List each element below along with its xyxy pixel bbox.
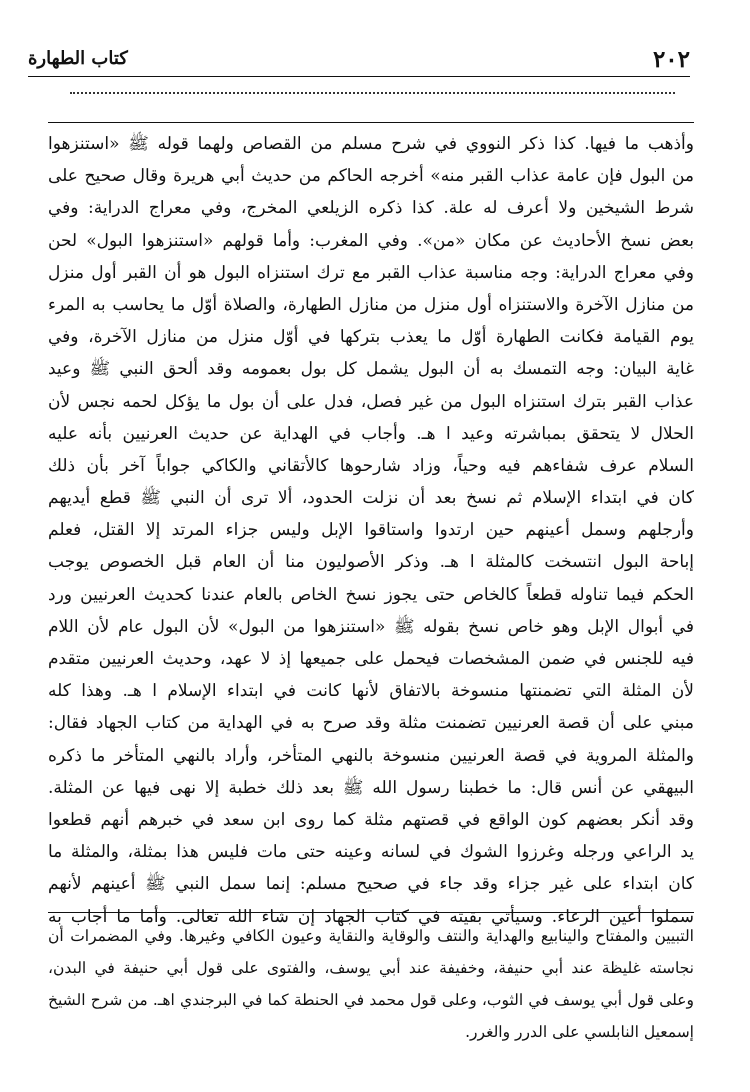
text-line: يد الراعي ورجله وغرزوا الشوك في لسانه وعينه حتى مات فليس هذا بمثلة، والمثلة ما bbox=[48, 842, 694, 863]
body-top-rule bbox=[48, 122, 694, 123]
text-line: فيه للجنس في ضمن المشخصات فيحمل على جميعها إذ لا عهد، وحديث العرنيين متقدم bbox=[48, 649, 694, 669]
footnote-line: نجاسته غليظة عند أبي حنيفة، وخفيفة عند أبي يوسف، والفتوى على قول أبي حنيفة في البدن، bbox=[48, 959, 694, 977]
text-line: يوم القيامة فكانت الطهارة أوّل ما يعذب بتركها في أوّل منزل من منازل الآخرة، وفي bbox=[48, 327, 694, 348]
text-line: وأذهب ما فيها. كذا ذكر النووي في شرح مسلم من القصاص ولهما قوله ﷺ «استنزهوا bbox=[48, 134, 694, 154]
text-line: والمثلة المروية في قصة العرنيين منسوخة بالنهي المتأخر، وأراد بالنهي المتأخر ما ذكره bbox=[48, 745, 694, 766]
footnotes bbox=[48, 920, 694, 1048]
page-header bbox=[28, 40, 690, 76]
header-rule bbox=[28, 76, 690, 77]
text-line: وفي معراج الدراية: وجه مناسبة عذاب القبر مع ترك استنزاه البول هو أن القبر أول منزل bbox=[48, 262, 694, 283]
text-line: كان ابتداء على غير جزاء وقد جاء في صحيح مسلم: إنما سمل النبي ﷺ أعينهم لأنهم bbox=[48, 874, 694, 895]
main-text bbox=[48, 128, 694, 933]
text-line: سملوا أعين الرعاء. وسيأتي بقيته في كتاب الجهاد إن شاء الله تعالى. وأما ما أجاب به bbox=[48, 906, 694, 927]
book-title: كتاب الطهارة bbox=[28, 48, 128, 69]
text-line: لأن المثلة التي تضمنتها منسوخة بالاتفاق لأنها كانت في ابتداء الإسلام ا هـ. وهذا كله bbox=[48, 681, 694, 702]
footnote-rule bbox=[48, 912, 694, 913]
text-line: وأرجلهم وسمل أعينهم حين ارتدوا واستاقوا الإبل وليس جزاء المرتد إلا القتل، فعلم bbox=[48, 520, 694, 541]
footnote-line: التبيين والمفتاح والينابيع والهداية والنتف والوقاية والنقاية وعيون الكافي وغيرها. وفي المضمرات أن bbox=[48, 927, 694, 945]
dotted-separator bbox=[70, 92, 675, 94]
text-line: في أبوال الإبل وهو خاص نسخ بقوله ﷺ «استنزهوا من البول» لأن البول عام لأن اللام bbox=[48, 616, 694, 637]
text-line: البيهقي عن أنس قال: ما خطبنا رسول الله ﷺ بعد ذلك خطبة إلا نهى فيها عن المثلة. bbox=[48, 777, 694, 798]
text-line: من منازل الآخرة والاستنزاه أول منزل من منازل الطهارة، والصلاة أوّل ما يحاسب به المرء bbox=[48, 294, 694, 315]
text-line: شرط الشيخين ولا أعرف له علة. كذا ذكره الزيلعي المخرج، وفي معراج الدراية: وفي bbox=[48, 198, 694, 219]
text-line: السلام عرف شفاءهم فيه وحياً، وزاد شارحوها كالأتقاني والكاكي جواباً آخر بأن ذلك bbox=[48, 455, 694, 476]
footnote-line: إسمعيل النابلسي على الدرر والغرر. bbox=[465, 1023, 694, 1041]
text-line: غاية البيان: وجه التمسك به أن البول يشمل كل بول بعمومه وقد ألحق النبي ﷺ وعيد bbox=[48, 359, 694, 380]
text-line: كان في ابتداء الإسلام ثم نسخ بعد أن نزلت الحدود، ألا ترى أن النبي ﷺ قطع أيديهم bbox=[48, 488, 694, 509]
text-line: بعض نسخ الأحاديث عن مكان «من». وفي المغرب: وأما قولهم «استنزهوا البول» لحن bbox=[48, 230, 694, 251]
text-line: عذاب القبر بترك استنزاه البول من غير فصل، فدل على أن بول ما يؤكل لحمه نجس لأن bbox=[48, 391, 694, 412]
text-line: مبني على أن قصة العرنيين تضمنت مثلة وقد صرح به في الهداية من كتاب الجهاد فقال: bbox=[48, 713, 694, 734]
text-line: الحكم فيما تناوله قطعاً كالخاص حتى يجوز نسخ الخاص بالعام عندنا كحديث العرنيين ورد bbox=[48, 584, 694, 605]
footnote-line: وعلى قول أبي يوسف في الثوب، وعلى قول محمد في الحنطة كما في البرجندي اهـ. من شرح الشيخ bbox=[48, 991, 694, 1009]
page-number: ٢٠٢ bbox=[652, 46, 690, 73]
text-line: من البول فإن عامة عذاب القبر منه» أخرجه الحاكم من حديث أبي هريرة وقال صحيح على bbox=[48, 166, 694, 187]
text-line: إباحة البول انتسخت كالمثلة ا هـ. وذكر الأصوليون منا أن العام قبل الخصوص يوجب bbox=[48, 552, 694, 573]
text-line: الحلال لا يتحقق بمباشرته وعيد ا هـ. وأجاب في الهداية عن حديث العرنيين بأنه عليه bbox=[48, 423, 694, 444]
text-line: وقد أنكر بعضهم كون الواقع في قصتهم مثلة كما روى ابن سعد في خبرهم أنهم قطعوا bbox=[48, 809, 694, 830]
